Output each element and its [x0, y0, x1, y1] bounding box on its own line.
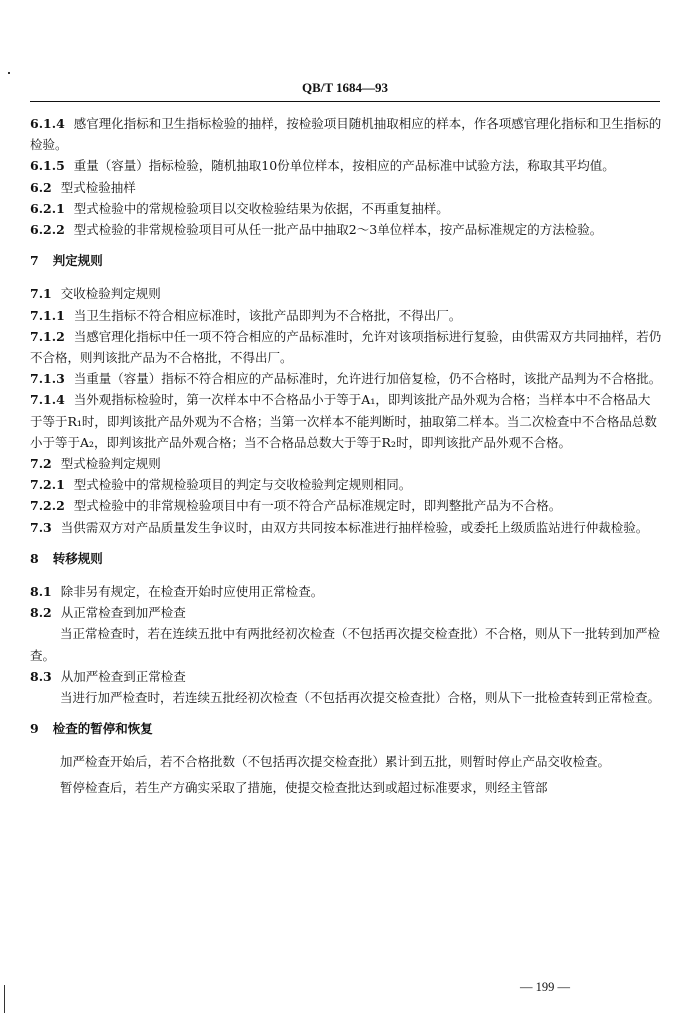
page-header: QB/T 1684—93 [301, 80, 389, 95]
clause-7-2: 7.2 型式检验判定规则 [30, 456, 161, 472]
clause-8-1: 8.1 除非另有规定，在检查开始时应使用正常检查。 [30, 584, 324, 600]
clause-6-2: 6.2 型式检验抽样 [30, 179, 136, 195]
clause-7-1-2: 7.1.2 当感官理化指标中任一项不符合相应的产品标准时，允许对该项指标进行复验，由供需双方共同抽样，若仍不合格，则判该批产品为不合格批，不得出厂。 [30, 328, 662, 366]
scan-edge-mark [4, 985, 5, 1013]
section-9-paragraph-2: 暂停检查后，若生产方确实采取了措施，使提交检查批达到或超过标准要求，则经主管部 [60, 779, 548, 795]
section-8-heading: 8 转移规则 [30, 550, 103, 566]
clause-6-1-4: 6.1.4 感官理化指标和卫生指标检验的抽样，按检验项目随机抽取相应的样本，作各项感官理化指标和卫生指标的检验。 [30, 116, 662, 153]
clause-7-2-2: 7.2.2 型式检验中的非常规检验项目中有一项不符合产品标准规定时，即判整批产品为不合格。 [30, 498, 562, 514]
document-body [30, 113, 662, 798]
section-7-heading: 7 判定规则 [30, 253, 103, 269]
clause-7-1: 7.1 交收检验判定规则 [30, 286, 161, 302]
clause-7-3: 7.3 当供需双方对产品质量发生争议时，由双方共同按本标准进行抽样检验，或委托上级质监站进行仲裁检验。 [30, 519, 649, 535]
clause-8-3-paragraph: 当进行加严检查时，若连续五批经初次检查（不包括再次提交检查批）合格，则从下一批检查转到正常检查。 [60, 690, 661, 706]
clause-7-2-1: 7.2.1 型式检验中的常规检验项目的判定与交收检验判定规则相同。 [30, 477, 412, 493]
clause-8-2-paragraph: 当正常检查时，若在连续五批中有两批经初次检查（不包括再次提交检查批）不合格，则从下一批转到加严检查。 [30, 626, 661, 663]
clause-8-2: 8.2 从正常检查到加严检查 [30, 605, 186, 621]
clause-7-1-1: 7.1.1 当卫生指标不符合相应标准时，该批产品即判为不合格批，不得出厂。 [30, 307, 462, 323]
clause-6-2-2: 6.2.2 型式检验的非常规检验项目可从任一批产品中抽取2～3单位样本，按产品标准规定的方法检验。 [30, 222, 603, 238]
clause-7-1-4: 7.1.4 当外观指标检验时，第一次样本中不合格品小于等于A₁，即判该批产品外观为合格；当样本中不合格品大于等于R₁时，即判该批产品外观为不合格；当第一次样本不能判断时，抽取第二样本。当二次检查中不合格品总数小于等于A₂，即判该批产品外观合格；当不合格品总数大于等于R₂时，即判该批产品外观不合格。 [30, 392, 657, 450]
page-number: — 199 — [520, 980, 570, 994]
clause-7-1-3: 7.1.3 当重量（容量）指标不符合相应的产品标准时，允许进行加倍复检，仍不合格时，该批产品判为不合格批。 [30, 371, 662, 387]
clause-6-1-5: 6.1.5 重量（容量）指标检验，随机抽取10份单位样本，按相应的产品标准中试验方法，称取其平均值。 [30, 158, 615, 174]
section-9-heading: 9 检查的暂停和恢复 [30, 721, 153, 737]
section-9-paragraph-1: 加严检查开始后，若不合格批数（不包括再次提交检查批）累计到五批，则暂时停止产品交收检查。 [60, 754, 611, 770]
clause-8-3: 8.3 从加严检查到正常检查 [30, 668, 186, 684]
header-rule [30, 101, 660, 102]
scan-speck [8, 72, 10, 74]
clause-6-2-1: 6.2.1 型式检验中的常规检验项目以交收检验结果为依据，不再重复抽样。 [30, 200, 449, 216]
